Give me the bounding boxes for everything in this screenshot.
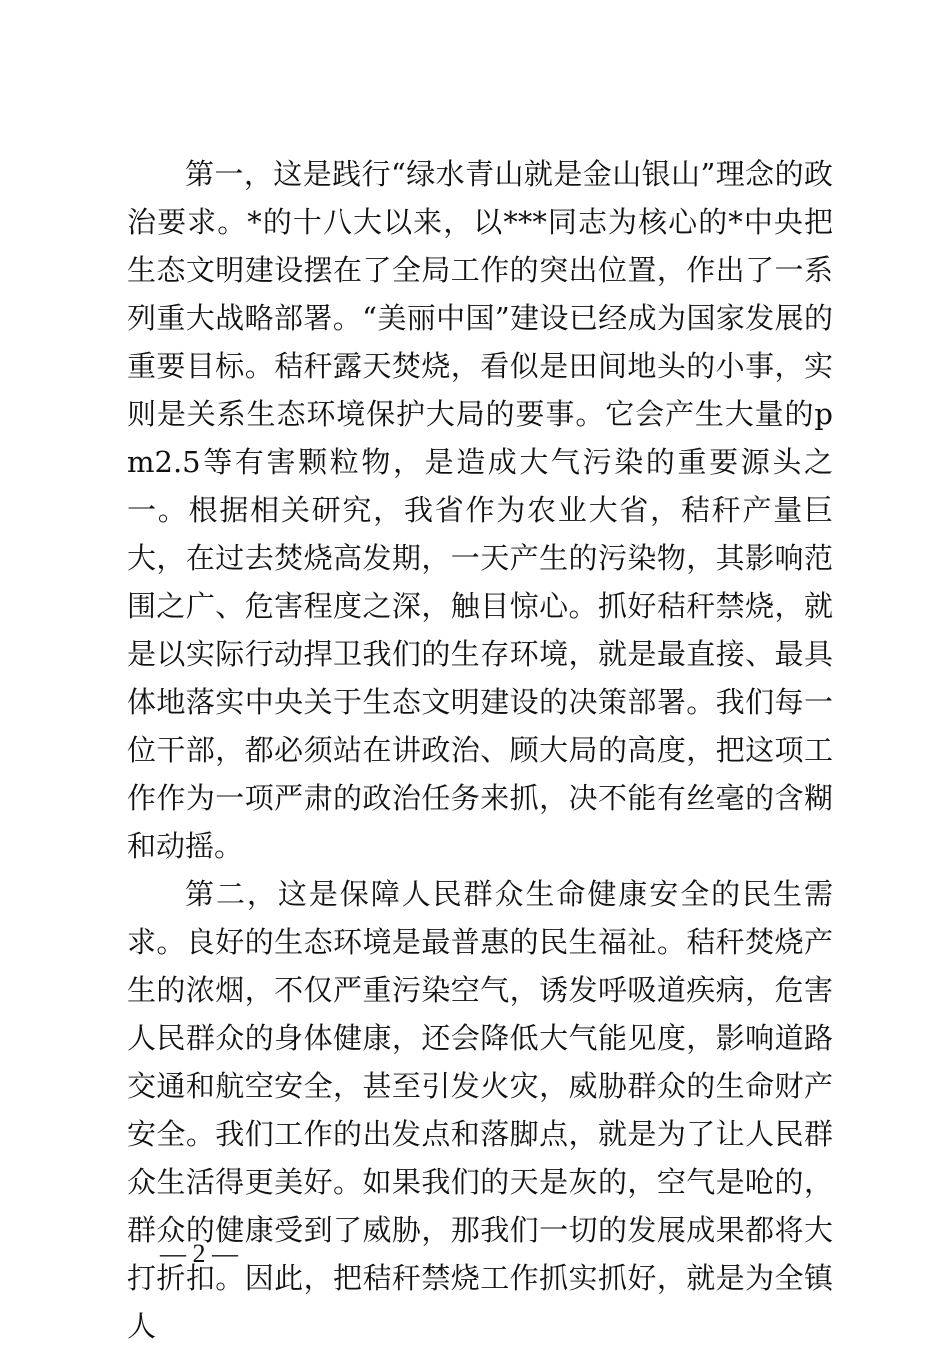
paragraph-2: 第二，这是保障人民群众生命健康安全的民生需求。良好的生态环境是最普惠的民生福祉。秸秆焚烧产生的浓烟，不仅严重污染空气，诱发呼吸道疾病，危害人民群众的身体健康，还会降低大气能见度，影响道路交通和航空安全，甚至引发火灾，威胁群众的生命财产安全。我们工作的出发点和落脚点，就是为了让人民群众生活得更美好。如果我们的天是灰的，空气是呛的，群众的健康受到了威胁，那我们一切的发展成果都将大打折扣。因此，把秸秆禁烧工作抓实抓好，就是为全镇人 bbox=[127, 877, 833, 1343]
paragraph-1: 第一，这是践行“绿水青山就是金山银山”理念的政治要求。*的十八大以来，以***同志为核心的*中央把生态文明建设摆在了全局工作的突出位置，作出了一系列重大战略部署。“美丽中国”建设已经成为国家发展的重要目标。秸秆露天焚烧，看似是田间地头的小事，实则是关系生态环境保护大局的要事。它会产生大量的pm2.5等有害颗粒物，是造成大气污染的重要源头之一。根据相关研究，我省作为农业大省，秸秆产量巨大，在过去焚烧高发期，一天产生的污染物，其影响范围之广、危害程度之深，触目惊心。抓好秸秆禁烧，就是以实际行动捍卫我们的生存环境，就是最直接、最具体地落实中央关于生态文明建设的决策部署。我们每一位干部，都必须站在讲政治、顾大局的高度，把这项工作作为一项严肃的政治任务来抓，决不能有丝毫的含糊和动摇。 bbox=[127, 157, 833, 863]
document-body bbox=[127, 150, 833, 1350]
page-number: — 2 — bbox=[160, 1239, 238, 1268]
